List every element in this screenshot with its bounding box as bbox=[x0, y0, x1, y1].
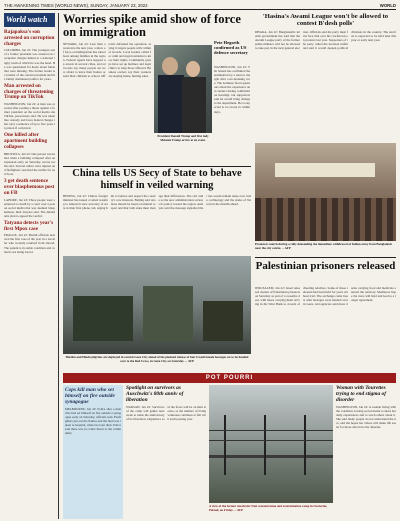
gaza-photo bbox=[63, 256, 251, 354]
auschwitz-photo bbox=[209, 385, 333, 503]
world-watch-item-title: Rajapaksa's son arrested on corruption charges bbox=[4, 29, 55, 47]
world-watch-label: World watch bbox=[4, 13, 55, 27]
header-dateline: THE AWAKENING TIMES (WORLD NEWS), SUNDAY, JANUARY 23, 2022 bbox=[4, 3, 148, 8]
page-header bbox=[4, 2, 396, 10]
world-watch-item-body: WASHINGTON, Jan 22: A man was arrested after posting a threat against a former president on the social media site TikTok, prosecutors said. He was taken into custody and faces federal charges that carry a sentence of up to five years in prison if convicted. bbox=[4, 102, 55, 131]
pp1-headline: Cops kill man who set himself on fire outside synagogue bbox=[65, 387, 115, 405]
hasina-body: DHAKA, Jan 22: Bangladesh's interim government has said that the Awami League party of the former prime minister will not be allowed to take part in the next general election. Officials said the party must first face trial over the crackdown on protests last year. Supporters of the party called the decision unfair and said it would deepen political divisions in the country. The election is expected to be held later this year or early next year. bbox=[255, 30, 396, 51]
pp1-body: MELBOURNE, Jan 22: Police shot a man who had set himself on fire outside a synagogue early on Saturday, officials said. Firefighters put out the flames and the man was taken to hospital, where he later died. Police said there was no wider threat to the community. bbox=[65, 407, 121, 436]
pot-pourri-band: POT POURRI bbox=[63, 373, 396, 383]
world-watch-item-body: COLOMBO, Jan 22: The youngest son of a former president was arrested on corruption charges linked to a national rugby team of which he was the head. He was questioned for hours about funds that were missing. The former leader is a brother of the current president and his family dominated politics for years. bbox=[4, 48, 55, 81]
gaza-photo-caption: Muslim and Hindu pilgrims are deployed in central Gaza City ahead of the planned release of four Israeli female hostages set to be handed over to the Red Cross, in Gaza City on Saturday. -- AFP bbox=[65, 355, 249, 363]
pp2-headline: Spotlight on survivors as Auschwitz's 80th anniv of liberation bbox=[126, 385, 184, 403]
protest-photo-caption: Protesters march during a rally demanding the immediate withdrawal of Indian army from Bangladesh near the city centre. -- AFP bbox=[255, 242, 392, 250]
header-section: WORLD bbox=[379, 3, 396, 8]
pp3-headline: Woman with Tourettes trying to end stigma of disorder bbox=[336, 385, 387, 403]
lead-headline: Worries spike amid show of force on immigration bbox=[63, 12, 241, 39]
china-body: BEIJING, Jan 22: China's foreign minister has issued a veiled warning to America's new secretary of state in their first phone call, urging him to behave and respect the country's core interests. Beijing said relations should be based on mutual respect and that both sides must manage their differences. The call came as the new administration reviews its policy toward the region. Analysts said the message signalled that ties would remain tense over trade, technology and the status of Taiwan in the months ahead. bbox=[63, 194, 251, 211]
world-watch-item-body: LAHORE, Jan 22: Three people were sentenced to death by a court over a post on social media that was deemed blasphemous, their lawyers said. The defendants plan to appeal the verdict. bbox=[4, 197, 55, 218]
world-watch-item bbox=[4, 133, 55, 176]
pp1-box bbox=[63, 385, 123, 519]
divider-palestinian bbox=[255, 257, 396, 258]
protest-photo bbox=[255, 143, 396, 241]
world-watch-item bbox=[4, 179, 55, 218]
world-watch-item bbox=[4, 221, 55, 254]
china-headline: China tells US Secy of State to behave himself in veiled warning bbox=[72, 168, 242, 191]
palestinian-headline: Palestinian prisoners released bbox=[255, 260, 396, 272]
world-watch-item-title: 3 get death sentence over blasphemous post on FB bbox=[4, 178, 55, 196]
world-watch-item bbox=[4, 84, 55, 131]
world-watch-item-title: Tatyana detects year's first Mpox case bbox=[4, 219, 54, 232]
sidebox-headline: Pete Hegseth confirmed as US defence secretary bbox=[214, 40, 248, 56]
world-watch-item-body: PRAGUE, Jan 22: Health officials detected the first case of the year in a traveller who recently returned from abroad. The patient is in stable condition and contacts are being traced. bbox=[4, 233, 55, 254]
lead-body: NEWARK, Jan 22: Less than a week into the new year, a show of force on immigration has raised fears among families in the region. Federal agents have stepped up arrests in several cities, and advocates say many people are now afraid to leave their homes or send their children to school. Officials defended the operation, saying it targets people with criminal records. Local leaders called for calm and urged residents to know their rights. Community groups have set up hotlines and legal clinics to help those affected. Business owners say their workers are staying home, hurting sales. bbox=[63, 42, 151, 79]
pp2-box bbox=[126, 385, 206, 519]
palestinian-body: JERUSALEM, Jan 22: Israel released dozens of Palestinian prisoners on Saturday as part of a ceasefire deal, with buses carrying them arriving in the West Bank to crowds of cheering relatives. Some of those released had been held for years without trial. The exchange came hours after hostages were handed over in Gaza. Aid agencies said more trucks carrying food and medicine entered the territory. Mediators hope the truce will hold and lead to a longer agreement. bbox=[255, 286, 396, 307]
world-watch-item-title: One killed after apartment building collapses bbox=[4, 132, 48, 151]
divider-china bbox=[63, 166, 251, 167]
pp2-body: WARSAW, Jan 22: Survivors of the camp will gather next week to mark the anniversary of its liberation. Organisers said the focus will be on their stories, as the number of living witnesses continues to fall with each passing year. bbox=[126, 405, 206, 422]
pp3-box bbox=[336, 385, 396, 519]
auschwitz-photo-caption: A view of the former Auschwitz Nazi concentration and extermination camp in Oswiecim, Poland, on Friday. -- AFP bbox=[209, 504, 328, 512]
lead-photo-caption: President Donald Trump and first lady Melania Trump arrive at an event. bbox=[157, 134, 209, 142]
pp3-body: WASHINGTON, Jan 22: A woman living with the condition is using social media to share her daily experiences and to teach others about it. She said many people do not understand the tics, and she hopes her videos will make life easier for those who have the disorder. bbox=[336, 405, 396, 430]
lead-photo bbox=[154, 45, 212, 133]
world-watch-item-title: Man arrested on charges of threatening Trump on TikTok bbox=[4, 82, 54, 101]
world-watch-list bbox=[4, 30, 55, 254]
world-watch-item-body: BRUSSELS, Jan 22: One person was killed when a building collapsed after an explosion early on Saturday, rescue teams said. Several others were injured and firefighters searched the rubble for survivors. bbox=[4, 151, 55, 177]
hasina-headline: 'Hasina's Awami League won't be allowed to contest B'desh polls' bbox=[262, 13, 389, 28]
world-watch-column bbox=[4, 13, 59, 519]
sidebox-body: WASHINGTON, Jan 22: The Senate has confirmed the nomination by a narrow margin after a tie-breaking vote. The nominee faced questions about his experience and conduct during confirmation hearings, but supporters said he would bring change to the department. He is expected to be sworn in within days. bbox=[214, 65, 250, 114]
world-watch-item bbox=[4, 30, 55, 81]
